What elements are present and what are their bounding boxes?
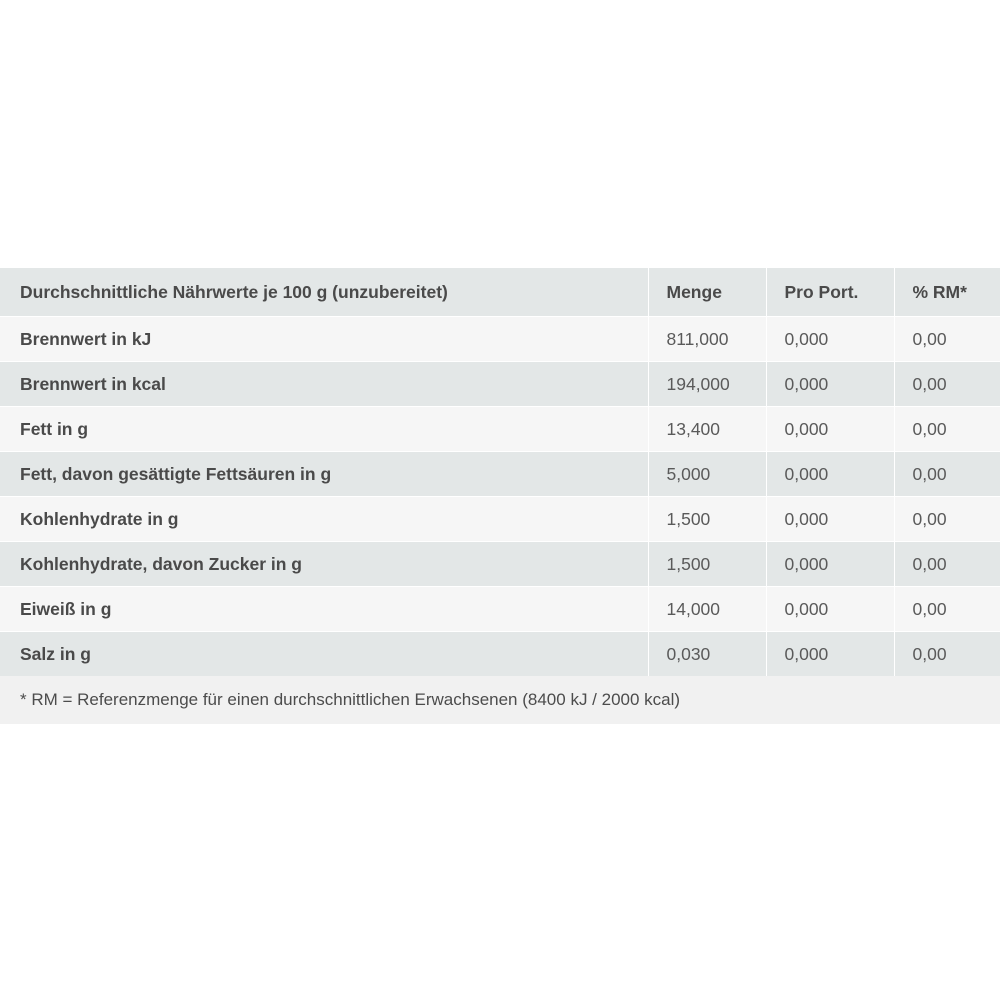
table-body [0, 317, 1000, 677]
nutrition-table [0, 268, 1000, 676]
cell-menge: 1,500 [648, 497, 766, 542]
table-row [0, 587, 1000, 632]
cell-rm: 0,00 [894, 452, 1000, 497]
cell-menge: 811,000 [648, 317, 766, 362]
cell-rm: 0,00 [894, 587, 1000, 632]
cell-label: Kohlenhydrate in g [0, 497, 648, 542]
cell-menge: 14,000 [648, 587, 766, 632]
cell-menge: 1,500 [648, 542, 766, 587]
cell-rm: 0,00 [894, 497, 1000, 542]
cell-menge: 194,000 [648, 362, 766, 407]
table-row [0, 362, 1000, 407]
cell-pro-port: 0,000 [766, 452, 894, 497]
table-row [0, 407, 1000, 452]
cell-label: Brennwert in kcal [0, 362, 648, 407]
column-header-rm: % RM* [894, 268, 1000, 317]
cell-label: Kohlenhydrate, davon Zucker in g [0, 542, 648, 587]
table-header-row [0, 268, 1000, 317]
table-footnote: * RM = Referenzmenge für einen durchschnittlichen Erwachsenen (8400 kJ / 2000 kcal) [0, 676, 1000, 724]
cell-pro-port: 0,000 [766, 362, 894, 407]
cell-pro-port: 0,000 [766, 317, 894, 362]
cell-menge: 13,400 [648, 407, 766, 452]
cell-label: Eiweiß in g [0, 587, 648, 632]
column-header-menge: Menge [648, 268, 766, 317]
cell-rm: 0,00 [894, 542, 1000, 587]
cell-pro-port: 0,000 [766, 497, 894, 542]
cell-label: Fett in g [0, 407, 648, 452]
cell-menge: 0,030 [648, 632, 766, 677]
cell-pro-port: 0,000 [766, 632, 894, 677]
table-row [0, 317, 1000, 362]
cell-rm: 0,00 [894, 317, 1000, 362]
cell-label: Salz in g [0, 632, 648, 677]
cell-rm: 0,00 [894, 407, 1000, 452]
table-header [0, 268, 1000, 317]
cell-pro-port: 0,000 [766, 587, 894, 632]
cell-pro-port: 0,000 [766, 407, 894, 452]
nutrition-table-container [0, 268, 1000, 724]
column-header-pro-port: Pro Port. [766, 268, 894, 317]
cell-label: Brennwert in kJ [0, 317, 648, 362]
cell-menge: 5,000 [648, 452, 766, 497]
cell-label: Fett, davon gesättigte Fettsäuren in g [0, 452, 648, 497]
table-row [0, 497, 1000, 542]
table-row [0, 632, 1000, 677]
cell-rm: 0,00 [894, 362, 1000, 407]
cell-rm: 0,00 [894, 632, 1000, 677]
column-header-label: Durchschnittliche Nährwerte je 100 g (unzubereitet) [0, 268, 648, 317]
table-row [0, 542, 1000, 587]
cell-pro-port: 0,000 [766, 542, 894, 587]
table-row [0, 452, 1000, 497]
